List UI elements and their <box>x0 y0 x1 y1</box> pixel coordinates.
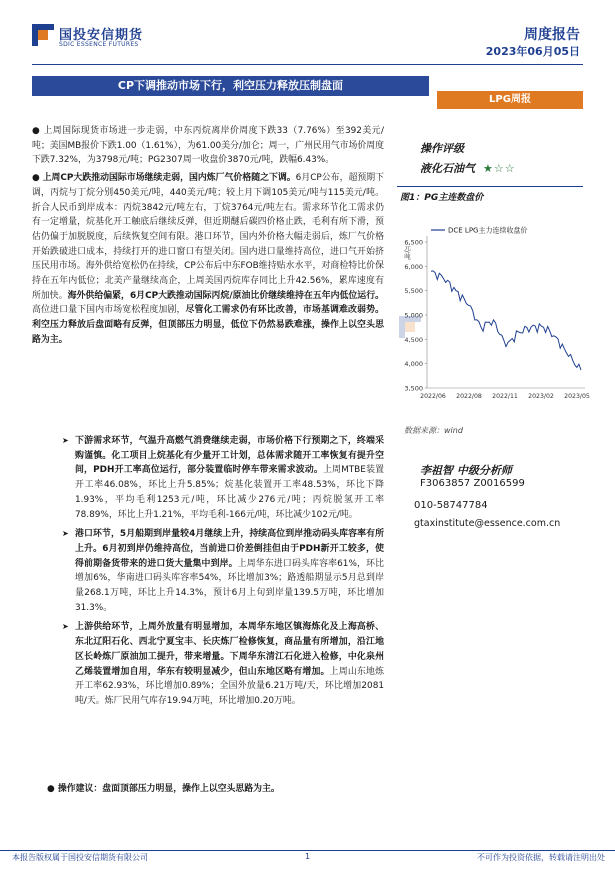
y-axis-unit: 元/吨 <box>403 244 411 260</box>
list-item-demand: ➤ 下游需求环节，气温升高燃气消费继续走弱，市场价格下行预期之下，终端采购谨慎。化工项目上烷基化有少量开工计划，总体需求随开工率恢复有提升空间，PDH开工率高位运行，部分装置临时停车带来需求波动。上周MTBE装置开工率46.08%，环比上升5.85%；烷基化装置开工率48.53%，环比下降1.93%，平均毛利1253元/吨，环比减少276元/吨；丙烷脱氢开工率78.89%，环比上升1.21%，平均毛利-166元/吨，环比减少102元/吨。 <box>62 436 384 520</box>
legend-label: DCE LPG主力连续收盘价 <box>448 226 528 235</box>
rating-stars-icon: ★☆☆ <box>483 162 516 175</box>
bullet-icon: ● <box>47 784 58 794</box>
logo-text-cn: 国投安信期货 <box>59 28 144 43</box>
y-tick-label: 4,000 <box>404 360 423 369</box>
bullet-icon: ● <box>32 173 43 184</box>
y-tick-label: 6,500 <box>404 238 423 247</box>
rating-divider <box>397 186 583 187</box>
list-item-supply: ➤ 上游供给环节，上周外放量有明显增加，本周华东地区镇海炼化及上海高桥、东北辽阳石化、西北宁夏宝丰、长庆炼厂检修恢复，商品量有所增加，沿江地区长岭炼厂原油加工提升，带来增量。下周华东清江石化进入检修，中化泉州乙烯装置增加自用，华东有较明显减少，但山东地区略有增加。上周山东地炼开工率62.93%，环比增加0.89%；全国外放量6.21万吨/天，环比增加2081吨/天。炼厂民用气库存19.94万吨，环比增加0.20万吨。 <box>62 622 385 706</box>
analyst-certificate: F3063857 Z0016599 <box>420 478 525 489</box>
analyst-name: 李祖智 中级分析师 <box>420 464 512 477</box>
arrow-icon: ➤ <box>62 622 69 632</box>
header-divider <box>32 64 583 65</box>
rating-title: 操作评级 <box>420 142 464 155</box>
bullet-icon: ● <box>32 126 44 136</box>
price-chart <box>395 212 590 412</box>
rating-line <box>420 160 516 176</box>
y-tick-label: 5,000 <box>404 311 423 320</box>
figure-source: 数据来源：wind <box>404 426 463 435</box>
logo-text-en: SDIC ESSENCE FUTURES <box>59 41 139 48</box>
company-logo <box>32 24 182 56</box>
page-number: 1 <box>305 852 311 861</box>
footer-divider <box>0 850 615 851</box>
list-item-port: ➤ 港口环节，5月船期到岸量较4月继续上升，持续高位到岸推动码头库容率有所上升。6月初到岸仍维持高位，当前进口价差倒挂但由于PDH新开工较多，使得前期备货带来的进口货大量集中到岸。上周华东进口码头库容率61%，环比增加6%，华南进口码头库容率54%，环比增加3%；路透船期显示5月总到岸量268.1万吨，环比上升14.3%，预计6月上旬到岸量139.5万吨，环比增加31.3%。 <box>62 529 384 613</box>
analyst-phone: 010-58747784 <box>414 500 488 511</box>
x-tick-label: 2023/02 <box>528 393 554 400</box>
summary-paragraph-1: ● 上周国际现货市场进一步走弱，中东丙烷离岸价周度下跌33（7.76%）至392美元/吨；美国MB报价下跌1.00（1.61%），为61.00美分/加仑；周一，广州民用气市场价周度下跌7.32%，为3798元/吨；PG2307周一收盘价3870元/吨，跌幅6.43%。 <box>32 126 384 166</box>
rating-product: 液化石油气 <box>420 162 475 175</box>
analyst-email[interactable]: gtaxinstitute@essence.com.cn <box>414 518 561 529</box>
price-series-line <box>431 271 581 370</box>
logo-mark-icon <box>32 24 54 46</box>
y-tick-label: 4,500 <box>404 335 423 344</box>
x-tick-label: 2022/06 <box>420 393 446 400</box>
x-tick-label: 2023/05 <box>564 393 590 400</box>
y-tick-label: 5,500 <box>404 287 423 296</box>
operation-advice: ● 操作建议：盘面顶部压力明显，操作上以空头思路为主。 <box>47 784 280 794</box>
report-date: 2023年06月05日 <box>485 45 580 58</box>
footer-disclaimer: 不可作为投资依据，转载请注明出处 <box>477 853 605 862</box>
figure-caption: 图1：PG主连数盘价 <box>400 193 484 203</box>
report-type: 周度报告 <box>524 27 580 43</box>
footer-copyright: 本报告版权属于国投安信期货有限公司 <box>12 853 148 862</box>
x-tick-label: 2022/08 <box>456 393 482 400</box>
detail-list <box>62 434 384 714</box>
y-tick-label: 3,500 <box>404 384 423 393</box>
summary-section <box>32 124 384 351</box>
x-tick-label: 2022/11 <box>492 393 518 400</box>
summary-paragraph-2: ● 上周CP大跌推动国际市场继续走弱，国内炼厂气价格随之下调。6月CP公布，超预期下调，丙烷与丁烷分别450美元/吨，440美元/吨；较上月下调105美元/吨与115美元/吨。折合人民币到岸成本：丙烷3842元/吨左右，丁烷3764元/吨左右。需求环节化工需求仍有一定增量，烷基化开工触底后继续反弹，但近期醚后碳四价格止跌，毛利有所下滑，预估仍偏于加脱脱度，后续恢复空间有限。港口环节，国内外价格大幅走弱后，炼厂气价格开始跌破进口成本，持续打开的进口窗口有望关闭。国内进口量维持高位，进口气开始挤压民用市场。海外供给宽松仍在持续，CP公布后中东FOB维持贴水水平，对商检特比价保持在五年内低位；北美产量继续高企，上周美国丙烷库存同比上升42.56%，累库速度有所加快。海外供给偏紧，6月CP大跌推动国际丙烷/原油比价继续维持在五年内低位运行。高位进口量下国内市场宽松程度加剧，尽管化工需求仍有环比改善，市场基调难改弱势。利空压力释放后盘面略有反弹，但顶部压力明显，低位下仍然易跌难涨，操作上以空头思路为主。 <box>32 173 385 345</box>
report-tag: LPG周报 <box>437 91 583 109</box>
report-title: CP下调推动市场下行，利空压力释放压制盘面 <box>32 76 429 96</box>
arrow-icon: ➤ <box>62 436 69 445</box>
arrow-icon: ➤ <box>62 529 69 539</box>
y-tick-label: 6,000 <box>404 262 423 271</box>
